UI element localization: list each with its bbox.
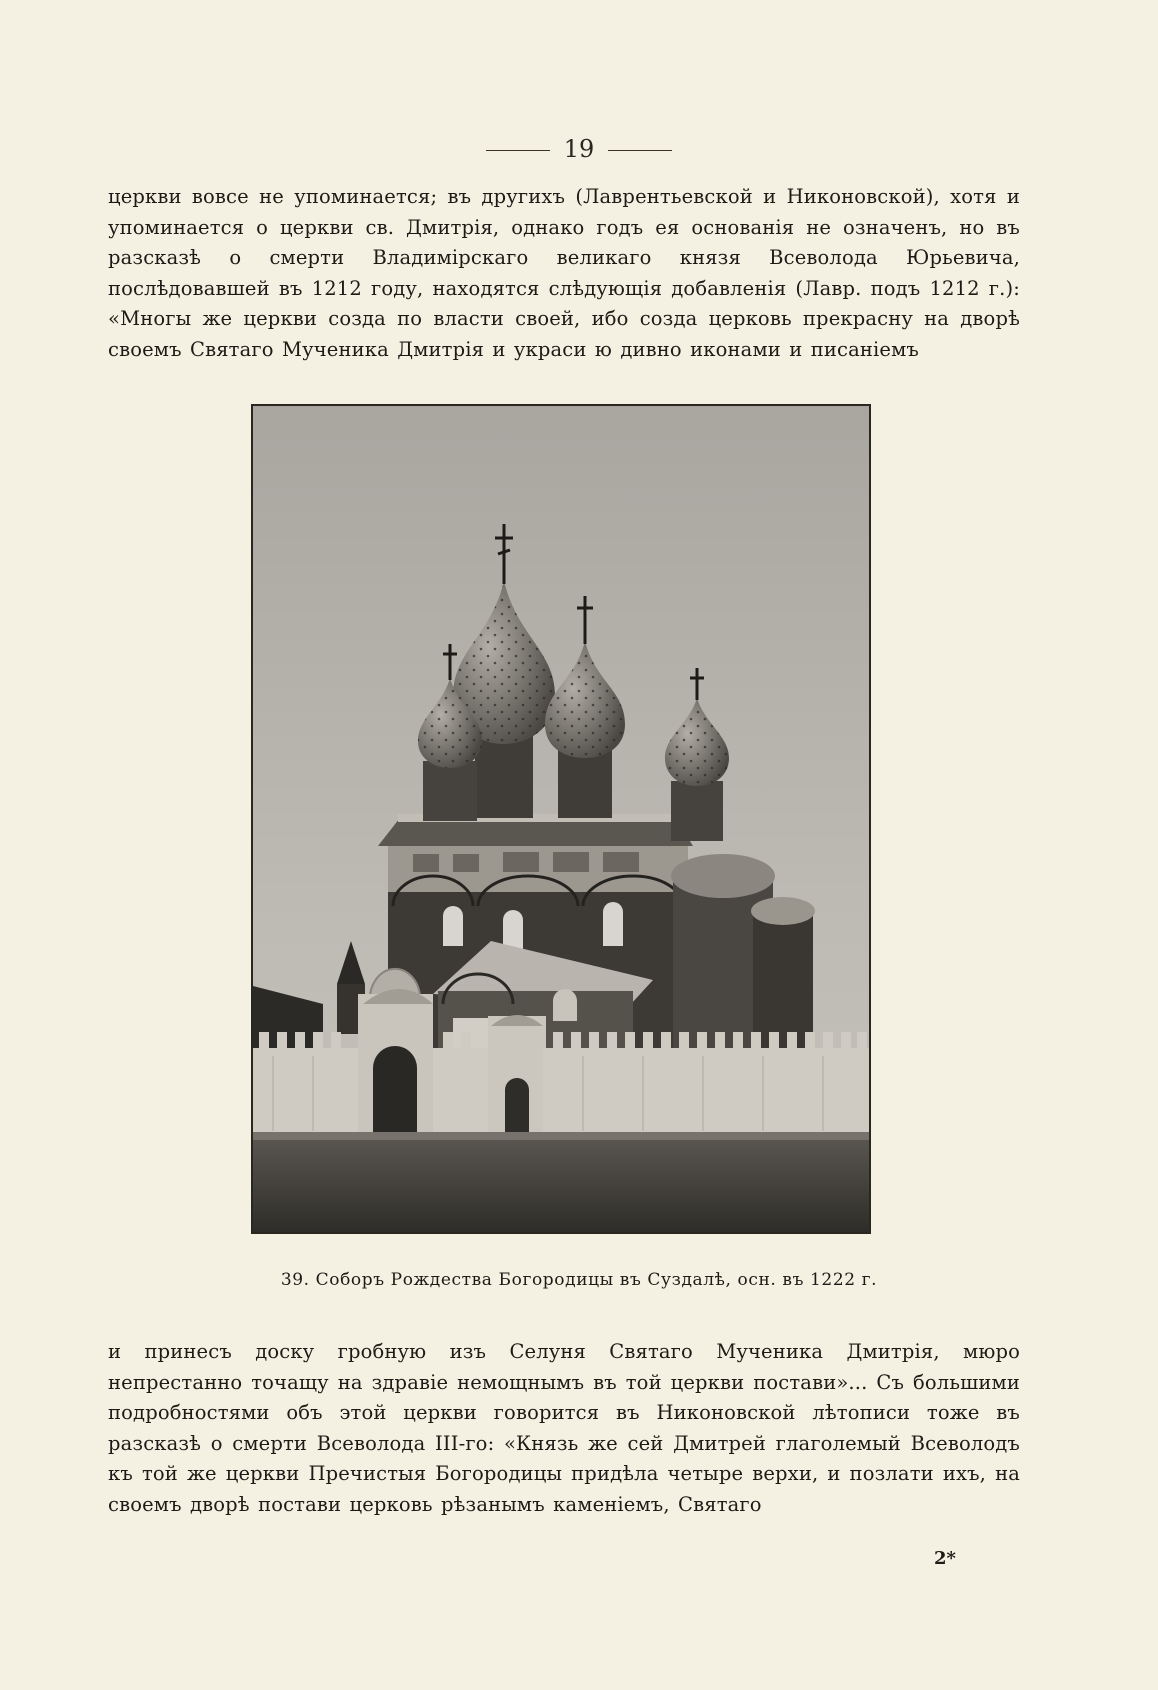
- page-number: 19: [563, 135, 595, 163]
- cathedral-photograph: [251, 404, 871, 1234]
- signature-mark: 2*: [934, 1548, 956, 1569]
- cathedral-photo-illustration: [253, 406, 869, 1232]
- figure-caption: 39. Соборъ Рождества Богородицы въ Суздалѣ, осн. въ 1222 г.: [280, 1270, 878, 1290]
- page-header: [0, 134, 1158, 164]
- paragraph-top: церкви вовсе не упоминается; въ другихъ (Лаврентьевской и Никоновской), хотя и упоминается о церкви св. Дмитрія, однако годъ ея основанія не означенъ, но въ разсказѣ о смерти Владимірскаго великаго князя Всеволода Юрьевича, послѣдовавшей въ 1212 году, находятся слѣдующія добавленія (Лавр. подъ 1212 г.): «Многы же церкви созда по власти своей, ибо созда церковь прекрасну на дворѣ своемъ Святаго Мученика Дмитрія и украси ю дивно иконами и писаніемъ: [108, 185, 1020, 361]
- header-rule-left: [486, 150, 550, 151]
- body-text-top: [108, 182, 1020, 365]
- body-text-bottom: [108, 1337, 1020, 1520]
- paragraph-bottom: и принесъ доску гробную изъ Селуня Святаго Мученика Дмитрія, мюро непрестанно точащу на здравіе немощнымъ въ той церкви постави»... Съ большими подробностями объ этой церкви говорится въ Никоновской лѣтописи тоже въ разсказѣ о смерти Всеволода III-го: «Князь же сей Дмитрей глаголемый Всеволодъ къ той же церкви Пречистыя Богородицы придѣла четыре верхи, и позлати ихъ, на своемъ дворѣ постави церковь рѣзанымъ каменіемъ, Святаго: [108, 1340, 1020, 1516]
- header-rule-right: [608, 150, 672, 151]
